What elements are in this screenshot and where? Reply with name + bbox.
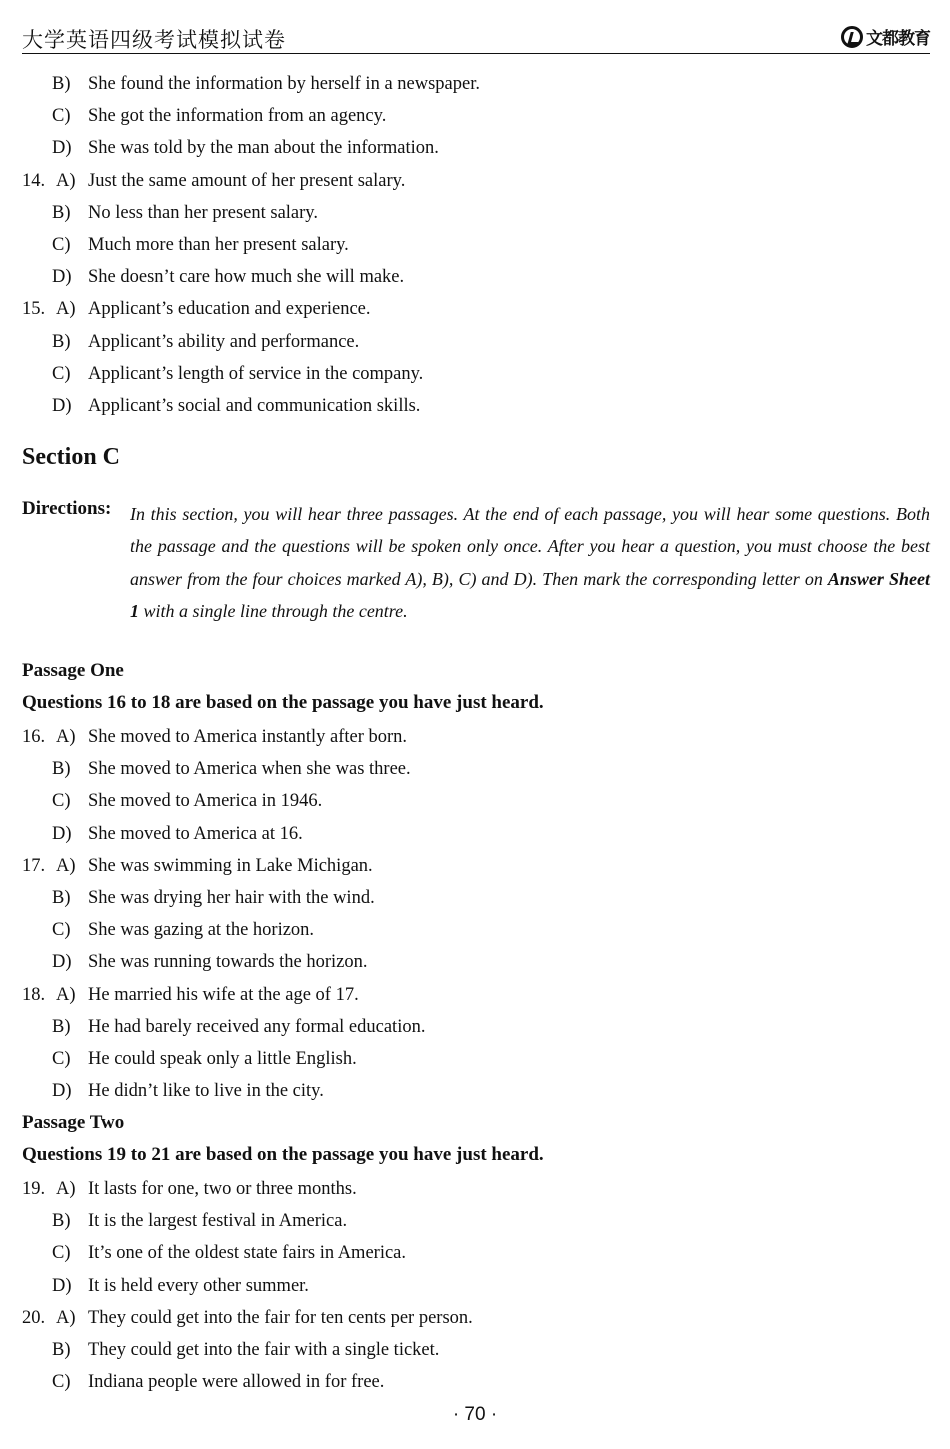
option-text: It is held every other summer.	[88, 1275, 309, 1296]
option-text: No less than her present salary.	[88, 202, 318, 223]
option-text: She was told by the man about the information.	[88, 138, 439, 159]
question-number: 18.	[22, 984, 46, 1005]
directions-answer-sheet: Answer Sheet 1	[130, 568, 930, 621]
page-header	[22, 22, 930, 56]
option-text: Indiana people were allowed in for free.	[88, 1372, 385, 1393]
option-text: It is the largest festival in America.	[88, 1211, 348, 1232]
option-text: She moved to America in 1946.	[88, 791, 323, 812]
question-number: 20.	[22, 1307, 46, 1328]
option-text: She moved to America instantly after born.	[88, 727, 408, 747]
option-text: He had barely received any formal education.	[88, 1016, 426, 1037]
option-letter: C)	[52, 791, 71, 812]
option-letter: D)	[52, 267, 72, 288]
option-text: They could get into the fair with a single ticket.	[88, 1340, 440, 1360]
option-letter: C)	[52, 1049, 71, 1069]
option-letter: A)	[56, 727, 76, 747]
option-text: They could get into the fair for ten cents per person.	[88, 1307, 473, 1328]
question-number: 19.	[22, 1179, 46, 1199]
publisher-logo	[841, 24, 930, 49]
option-letter: D)	[52, 1081, 72, 1102]
option-letter: B)	[52, 888, 71, 908]
option-text: It’s one of the oldest state fairs in America.	[88, 1243, 407, 1264]
option-letter: D)	[52, 138, 72, 159]
option-letter: A)	[56, 855, 76, 876]
logo-icon	[841, 26, 863, 48]
passage-two-title: Passage Two	[22, 1112, 125, 1133]
option-letter: A)	[56, 170, 76, 191]
option-letter: B)	[52, 74, 71, 94]
directions-text-after: with a single line through the centre.	[139, 600, 408, 621]
option-text: He didn’t like to live in the city.	[88, 1081, 324, 1102]
section-title: Section C	[22, 444, 120, 470]
option-letter: D)	[52, 1275, 72, 1296]
option-text: She was gazing at the horizon.	[88, 920, 315, 941]
passage-two-instruction: Questions 19 to 21 are based on the passage you have just heard.	[22, 1144, 544, 1165]
option-text: She moved to America at 16.	[88, 823, 303, 844]
option-letter: A)	[56, 299, 76, 320]
option-text: Applicant’s social and communication skills.	[88, 396, 421, 416]
option-letter: C)	[52, 920, 71, 941]
option-text: She moved to America when she was three.	[88, 759, 411, 780]
option-letter: A)	[56, 984, 76, 1005]
directions-text-before: In this section, you will hear three passages. At the end of each passage, you will hear some questions. Both the passage and the questions will be spoken only once. After you hear a question, you must choose the best answer from the four choices marked A), B), C) and D). Then mark the corresponding letter on	[130, 504, 930, 589]
page-number: · 70 ·	[452, 1404, 498, 1425]
option-letter: B)	[52, 331, 71, 352]
option-text: He could speak only a little English.	[88, 1049, 357, 1069]
option-letter: D)	[52, 952, 72, 973]
option-letter: C)	[52, 106, 71, 127]
option-letter: A)	[56, 1307, 76, 1328]
option-letter: B)	[52, 1211, 71, 1232]
option-text: She was drying her hair with the wind.	[88, 888, 375, 908]
option-text: She doesn’t care how much she will make.	[88, 267, 405, 288]
header-rule	[22, 53, 930, 54]
passage-one-instruction: Questions 16 to 18 are based on the passage you have just heard.	[22, 692, 544, 713]
option-text: She found the information by herself in a newspaper.	[88, 74, 480, 94]
option-text: Just the same amount of her present salary.	[88, 170, 406, 191]
option-text: It lasts for one, two or three months.	[88, 1179, 357, 1199]
question-number: 16.	[22, 727, 46, 747]
option-letter: C)	[52, 235, 71, 255]
option-letter: B)	[52, 1340, 71, 1360]
option-letter: C)	[52, 1243, 71, 1264]
question-number: 15.	[22, 299, 46, 320]
logo-text: 文都教育	[866, 29, 930, 49]
question-number: 14.	[22, 170, 46, 191]
directions-label: Directions:	[22, 498, 112, 519]
option-letter: D)	[52, 823, 72, 844]
option-text: Applicant’s education and experience.	[88, 299, 371, 320]
option-text: Applicant’s length of service in the company.	[88, 363, 424, 384]
passage-one-title: Passage One	[22, 660, 124, 681]
option-letter: B)	[52, 759, 71, 780]
option-text: She got the information from an agency.	[88, 106, 387, 127]
option-text: Applicant’s ability and performance.	[88, 331, 360, 352]
option-letter: A)	[56, 1179, 76, 1199]
option-text: She was swimming in Lake Michigan.	[88, 855, 373, 876]
option-letter: C)	[52, 363, 71, 384]
option-letter: B)	[52, 1016, 71, 1037]
header-title: 大学英语四级考试模拟试卷	[22, 28, 286, 52]
option-letter: C)	[52, 1372, 71, 1393]
option-letter: D)	[52, 396, 72, 416]
question-number: 17.	[22, 855, 46, 876]
directions-text	[130, 498, 930, 627]
option-text: Much more than her present salary.	[88, 235, 349, 255]
option-text: He married his wife at the age of 17.	[88, 984, 359, 1005]
option-text: She was running towards the horizon.	[88, 952, 368, 973]
option-letter: B)	[52, 202, 71, 223]
